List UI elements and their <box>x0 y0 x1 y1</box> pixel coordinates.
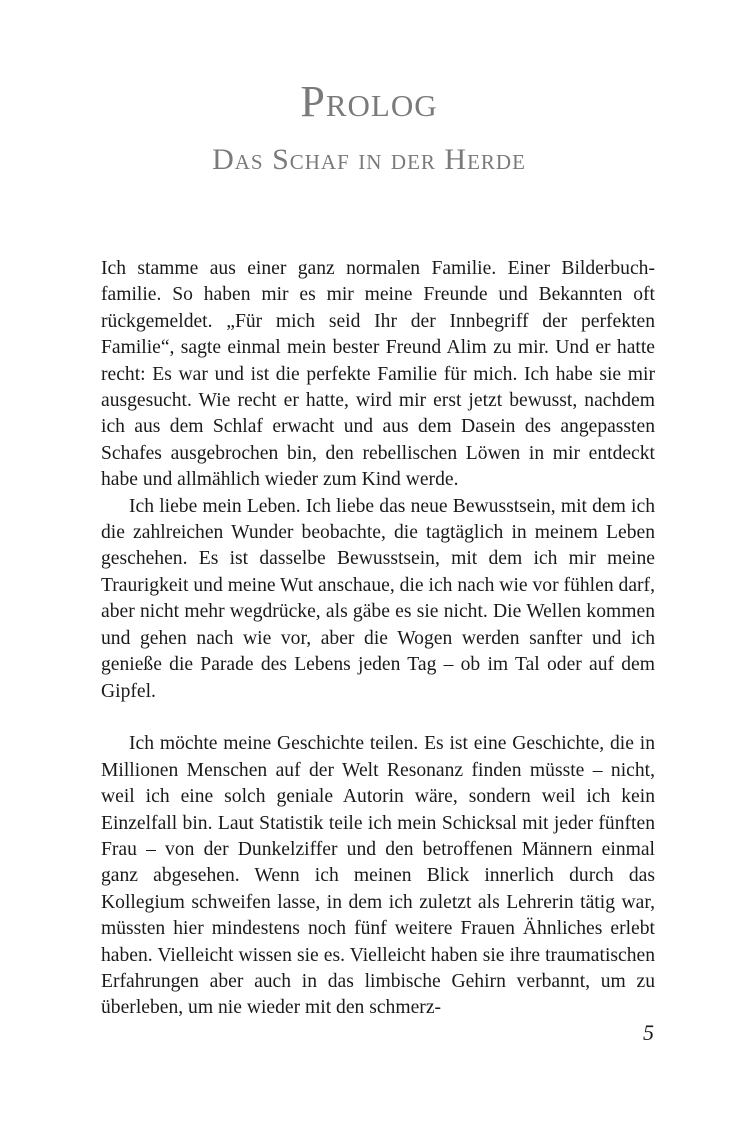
paragraph-1: Ich stamme aus einer ganz normalen Familie. Einer Bilderbuchfamilie. So haben mir es mir meine Freunde und Bekannten oft rückgemeldet. „Für mich seid Ihr der Innbegriff der perfekten Familie“, sagte einmal mein bester Freund Alim zu mir. Und er hatte recht: Es war und ist die perfekte Familie für mich. Ich habe sie mir ausgesucht. Wie recht er hatte, wird mir erst jetzt bewusst, nachdem ich aus dem Schlaf erwacht und aus dem Dasein des angepassten Schafes ausgebrochen bin, den rebellischen Löwen in mir entdeckt habe und allmählich wieder zum Kind werde. <box>101 258 655 491</box>
chapter-title: Prolog <box>300 77 438 126</box>
body-text <box>101 256 655 1022</box>
paragraph-3: Ich möchte meine Geschichte teilen. Es ist eine Geschichte, die in Millionen Menschen auf der Welt Resonanz finden müsste – nicht, weil ich eine solch geniale Autorin wäre, sondern weil ich kein Einzelfall bin. Laut Statistik teile ich mein Schicksal mit jeder fünften Frau – von der Dunkelziffer und den betroffenen Männern einmal ganz abgesehen. Wenn ich meinen Blick innerlich durch das Kollegium schweifen lasse, in dem ich zuletzt als Lehrerin tätig war, müssten hier mindestens noch fünf weitere Frauen Ähnliches erlebt haben. Vielleicht wissen sie es. Vielleicht haben sie ihre traumatischen Erfahrungen aber auch in das limbische Gehirn verbannt, um zu überleben, um nie wieder mit den schmerz- <box>101 733 655 1019</box>
paragraph-2: Ich liebe mein Leben. Ich liebe das neue Bewusstsein, mit dem ich die zahlreichen Wunder beobachte, die tagtäglich in meinem Leben geschehen. Es ist dasselbe Bewusstsein, mit dem ich mir meine Traurigkeit und meine Wut anschaue, die ich nach wie vor fühlen darf, aber nicht mehr wegdrücke, als gäbe es sie nicht. Die Wellen kommen und gehen nach wie vor, aber die Wogen werden sanfter und ich genieße die Parade des Lebens jeden Tag – ob im Tal oder auf dem Gipfel. <box>101 495 655 702</box>
page-number: 5 <box>643 1020 654 1045</box>
chapter-subtitle: Das Schaf in der Herde <box>212 143 526 176</box>
chapter-heading <box>0 72 738 182</box>
